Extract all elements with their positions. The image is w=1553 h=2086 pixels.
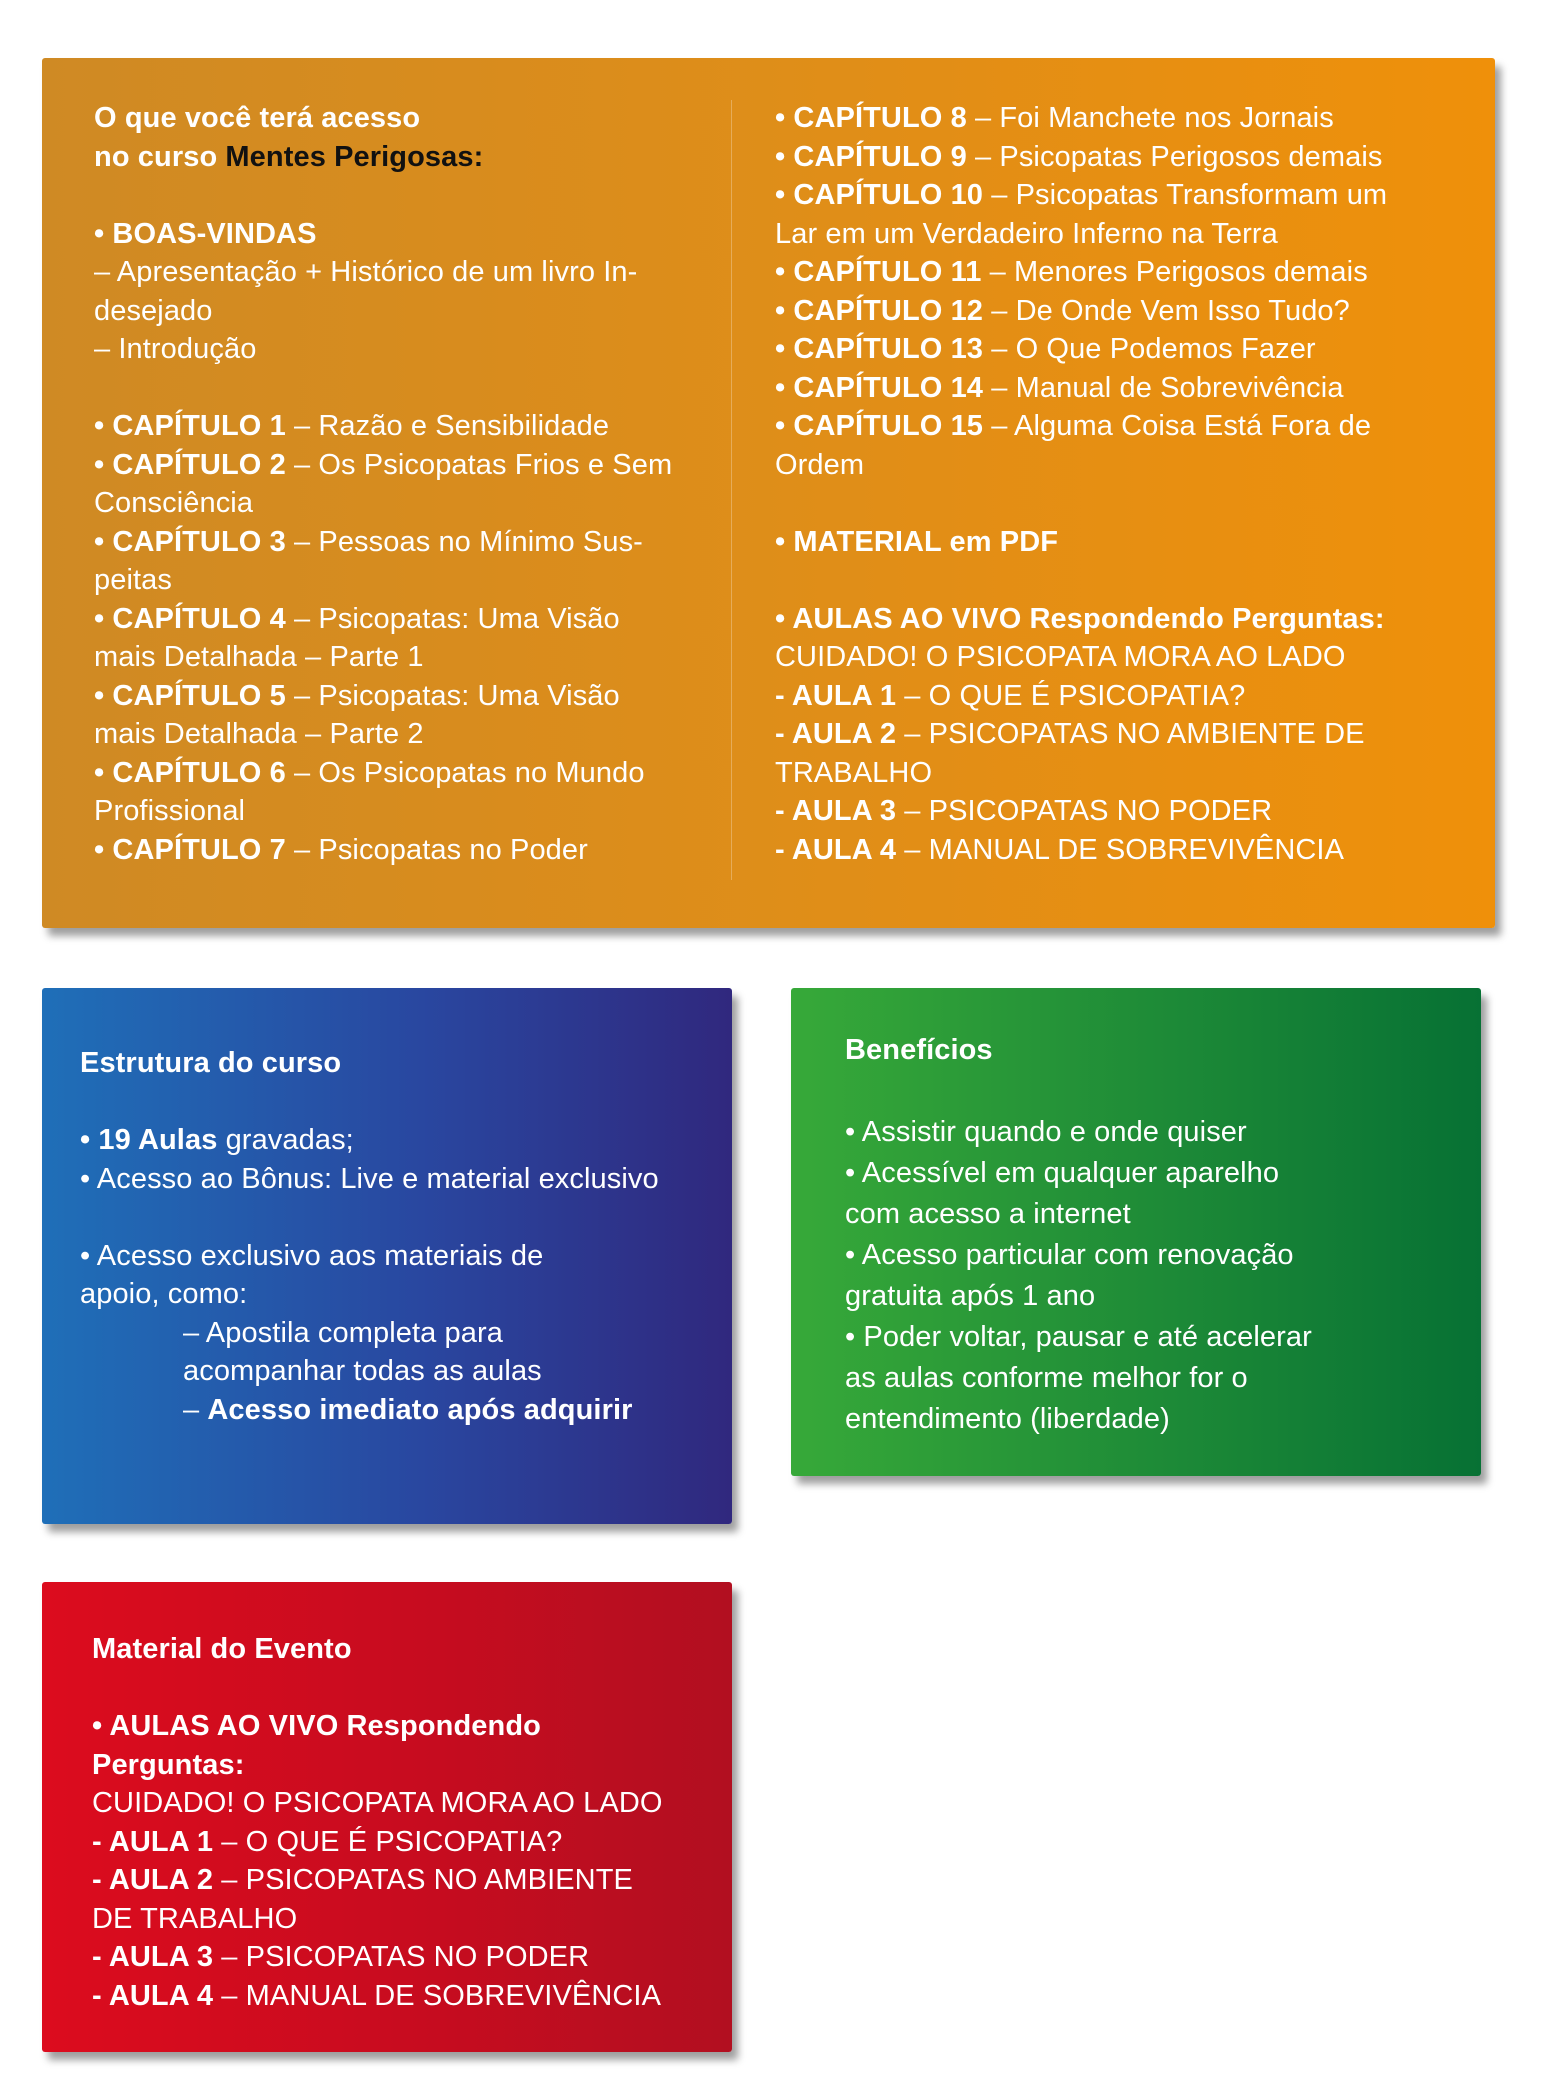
chapter-item-title: – O Que Podemos Fazer (991, 333, 1316, 365)
chapter-item-label: • CAPÍTULO 15 (775, 410, 984, 442)
chapter-item-title: – Alguma Coisa Está Fora de (991, 410, 1372, 442)
event-lesson-item-label: - AULA 4 (92, 1979, 214, 2012)
chapter-item-title: – Psicopatas Perigosos demais (974, 140, 1383, 173)
structure-lessons-rest: gravadas; (217, 1124, 354, 1156)
chapter-item-label: • CAPÍTULO 3 (94, 525, 286, 558)
chapter-item-title: – Psicopatas no Poder (293, 833, 588, 866)
chapters-right-list (775, 99, 1495, 484)
course-heading-line2 (94, 138, 764, 177)
structure-sub-access-text: Acesso imediato após adquirir (207, 1393, 633, 1426)
event-lesson-item-label: - AULA 3 (92, 1941, 214, 1973)
chapter-item (775, 369, 1495, 408)
benefit-line: com acesso a internet (845, 1198, 1131, 1230)
structure-sub-workbook-cont: acompanhar todas as aulas (183, 1355, 542, 1387)
chapter-item-title-cont: mais Detalhada – Parte 1 (94, 641, 424, 673)
event-lesson-item-label: - AULA 2 (92, 1864, 214, 1896)
welcome-item: – Apresentação + Histórico de um livro In- (94, 256, 638, 288)
live-lessons-list (775, 677, 1495, 870)
structure-lessons-count: • 19 Aulas (80, 1124, 218, 1156)
benefit-line: • Poder voltar, pausar e até acelerar (845, 1321, 1312, 1353)
course-heading-line1: O que você terá acesso (94, 102, 421, 134)
chapter-item-label: • CAPÍTULO 1 (94, 410, 286, 442)
structure-sub-workbook: – Apostila completa para (183, 1316, 503, 1349)
event-material-content (92, 1630, 712, 2015)
event-lesson-item-title: – PSICOPATAS NO PODER (221, 1941, 590, 1973)
event-material-card (42, 1582, 732, 2052)
event-lesson-item-label: - AULA 1 (92, 1825, 214, 1858)
structure-bullet-lessons (80, 1121, 720, 1160)
chapter-item-title: – Psicopatas: Uma Visão (293, 602, 620, 635)
welcome-item: – Introdução (94, 333, 257, 365)
chapter-item (94, 407, 764, 446)
course-contents-card (42, 58, 1495, 928)
live-classes-subtitle: CUIDADO! O PSICOPATA MORA AO LADO (775, 641, 1346, 673)
live-lesson-item-label: - AULA 3 (775, 795, 897, 827)
chapter-item-title-cont: peitas (94, 564, 172, 596)
course-contents-right-column (775, 99, 1495, 869)
chapter-item-title: – Pessoas no Mínimo Sus- (293, 525, 643, 558)
chapter-item-label: • CAPÍTULO 14 (775, 371, 984, 404)
live-lesson-item-label: - AULA 4 (775, 833, 897, 866)
chapter-item (94, 523, 764, 562)
live-lesson-item-title-cont: TRABALHO (775, 756, 933, 789)
chapter-item-title: – Razão e Sensibilidade (293, 410, 610, 442)
event-lesson-item-title: – O QUE É PSICOPATIA? (221, 1825, 563, 1858)
chapter-item-title: – Os Psicopatas no Mundo (293, 756, 645, 789)
structure-title: Estrutura do curso (80, 1047, 342, 1079)
chapter-item-title: – Foi Manchete nos Jornais (974, 102, 1334, 134)
course-contents-left-column (94, 99, 764, 869)
event-live-title-cont: Perguntas: (92, 1748, 245, 1781)
welcome-item: desejado (94, 294, 213, 327)
structure-bullet-materials: • Acesso exclusivo aos materiais de (80, 1239, 544, 1272)
chapters-left-list (94, 407, 764, 869)
chapter-item (94, 600, 764, 639)
chapter-item-title-cont: mais Detalhada – Parte 2 (94, 718, 424, 750)
chapter-item-label: • CAPÍTULO 2 (94, 448, 286, 481)
live-lesson-item (775, 715, 1495, 754)
event-live-subtitle: CUIDADO! O PSICOPATA MORA AO LADO (92, 1787, 663, 1819)
structure-bullet-bonus: • Acesso ao Bônus: Live e material exclusivo (80, 1162, 659, 1195)
welcome-title: • BOAS-VINDAS (94, 217, 317, 250)
chapter-item (775, 99, 1495, 138)
event-lessons-list (92, 1823, 712, 2016)
pdf-material: • MATERIAL em PDF (775, 525, 1059, 558)
benefits-content (845, 1030, 1465, 1440)
chapter-item-title: – Psicopatas: Uma Visão (293, 679, 620, 712)
benefits-title: Benefícios (845, 1034, 993, 1066)
live-lesson-item-title: – MANUAL DE SOBREVIVÊNCIA (904, 833, 1345, 866)
course-structure-card (42, 988, 732, 1524)
chapter-item (775, 176, 1495, 215)
chapter-item-label: • CAPÍTULO 12 (775, 294, 984, 327)
benefit-line: as aulas conforme melhor for o (845, 1362, 1248, 1394)
structure-sub-access-dash: – (183, 1393, 208, 1426)
benefit-line: gratuita após 1 ano (845, 1280, 1096, 1312)
chapter-item-label: • CAPÍTULO 8 (775, 102, 967, 134)
chapter-item-label: • CAPÍTULO 9 (775, 140, 967, 173)
chapter-item-title-cont: Profissional (94, 795, 246, 827)
chapter-item (94, 446, 764, 485)
chapter-item (94, 677, 764, 716)
chapter-item-label: • CAPÍTULO 5 (94, 679, 286, 712)
chapter-item-title-cont: Consciência (94, 487, 254, 519)
chapter-item-label: • CAPÍTULO 13 (775, 333, 984, 365)
chapter-item (775, 138, 1495, 177)
welcome-list (94, 253, 764, 369)
course-name: Mentes Perigosas: (225, 140, 484, 173)
chapter-item-label: • CAPÍTULO 7 (94, 833, 286, 866)
structure-sub-access (80, 1391, 720, 1430)
chapter-item-title: – Manual de Sobrevivência (991, 371, 1344, 404)
chapter-item (94, 754, 764, 793)
chapter-item-title: – De Onde Vem Isso Tudo? (991, 294, 1350, 327)
event-live-title: • AULAS AO VIVO Respondendo (92, 1710, 541, 1742)
live-lesson-item-title: – PSICOPATAS NO PODER (904, 795, 1273, 827)
chapter-item-label: • CAPÍTULO 4 (94, 602, 286, 635)
live-lesson-item-label: - AULA 1 (775, 679, 897, 712)
live-lesson-item-label: - AULA 2 (775, 718, 897, 750)
chapter-item (94, 831, 764, 870)
event-title: Material do Evento (92, 1633, 352, 1665)
event-lesson-item (92, 1823, 712, 1862)
benefits-card (791, 988, 1481, 1476)
benefit-line: entendimento (liberdade) (845, 1403, 1170, 1435)
live-lesson-item-title: – O QUE É PSICOPATIA? (904, 679, 1246, 712)
chapter-item-title-cont: Ordem (775, 448, 865, 481)
chapter-item-title: – Psicopatas Transformam um (991, 179, 1388, 211)
chapter-item-label: • CAPÍTULO 6 (94, 756, 286, 789)
course-structure-content (80, 1044, 720, 1429)
benefit-line: • Assistir quando e onde quiser (845, 1116, 1247, 1148)
live-lesson-item (775, 831, 1495, 870)
column-divider (731, 100, 732, 880)
chapter-item-label: • CAPÍTULO 10 (775, 179, 984, 211)
live-lesson-item-title: – PSICOPATAS NO AMBIENTE DE (904, 718, 1365, 750)
event-lesson-item (92, 1938, 712, 1977)
live-lesson-item (775, 677, 1495, 716)
benefit-line: • Acesso particular com renovação (845, 1239, 1294, 1271)
event-lesson-item (92, 1977, 712, 2016)
live-classes-title: • AULAS AO VIVO Respondendo Perguntas: (775, 602, 1385, 635)
chapter-item-title: – Menores Perigosos demais (989, 256, 1368, 288)
event-lesson-item-title: – MANUAL DE SOBREVIVÊNCIA (221, 1979, 662, 2012)
course-heading-prefix: no curso (94, 140, 226, 173)
chapter-item-title: – Os Psicopatas Frios e Sem (293, 448, 673, 481)
chapter-item (775, 407, 1495, 446)
chapter-item (775, 330, 1495, 369)
structure-bullet-materials-cont: apoio, como: (80, 1278, 248, 1310)
chapter-item-label: • CAPÍTULO 11 (775, 256, 982, 288)
event-lesson-item-title-cont: DE TRABALHO (92, 1902, 298, 1935)
chapter-item (775, 292, 1495, 331)
event-lesson-item-title: – PSICOPATAS NO AMBIENTE (221, 1864, 633, 1896)
chapter-item (775, 253, 1495, 292)
event-lesson-item (92, 1861, 712, 1900)
benefit-line: • Acessível em qualquer aparelho (845, 1157, 1280, 1189)
live-lesson-item (775, 792, 1495, 831)
chapter-item-title-cont: Lar em um Verdadeiro Inferno na Terra (775, 217, 1278, 250)
